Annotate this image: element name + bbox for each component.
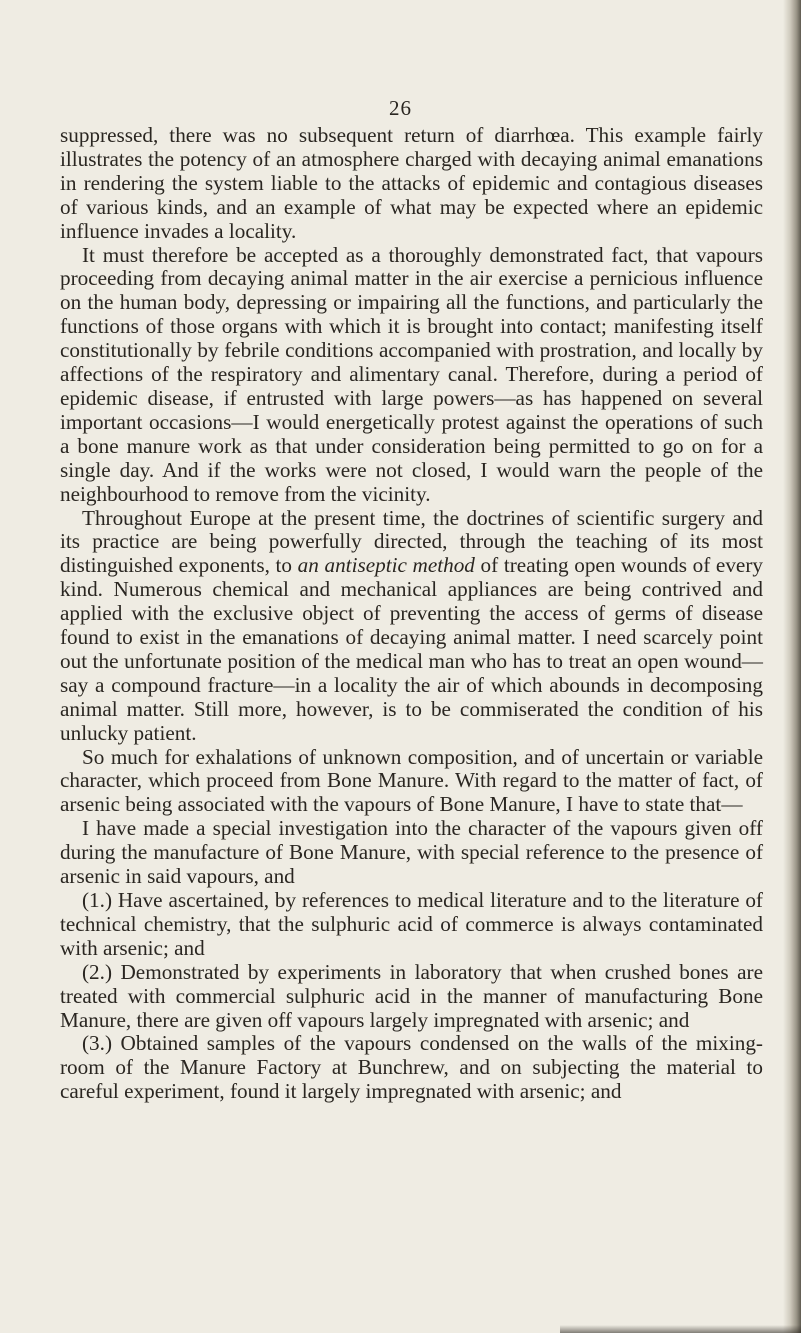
paragraph-vapours-fact: It must therefore be accepted as a thoroughly demonstrated fact, that vapours proceeding from decaying animal matter in the air exercise a pernicious influence on the human body, depressing or impairing all the functions, and particularly the functions of those organs with which it is brought into contact; manifesting itself constitutionally by febrile conditions accompanied with prostration, and locally by affections of the respiratory and alimentary canal. Therefore, during a period of epidemic disease, if entrusted with large powers—as has happened on several important occasions—I would energetically protest against the operations of such a bone manure work as that under consideration being permitted to go on for a single day. And if the works were not closed, I would warn the people of the neighbourhood to remove from the vicinity. xyxy=(60,242,763,506)
list-item-1-literature: (1.) Have ascertained, by references to medical literature and to the literature of technical chemistry, that the sulphuric acid of commerce is always contaminated with arsenic; and xyxy=(60,888,763,960)
paragraph-bone-manure-exhalations: So much for exhalations of unknown composition, and of uncertain or variable character, which proceed from Bone Manure. With regard to the matter of fact, of arsenic being associated with the vapours of Bone Manure, I have to state that— xyxy=(60,744,763,817)
list-item-3-samples: (3.) Obtained samples of the vapours condensed on the walls of the mixing-room of the Manure Factory at Bunchrew, and on subjecting the material to careful experiment, found it largely impregnated with arsenic; and xyxy=(60,1031,763,1104)
antiseptic-method-emphasis: an antiseptic method xyxy=(297,553,475,578)
page-bottom-shadow xyxy=(560,1325,801,1333)
paragraph-diarrhoea-example: suppressed, there was no subsequent return of diarrhœa. This example fairly illustrates the potency of an atmosphere charged with decaying animal emanations in rendering the system liable to the attacks of epidemic and contagious diseases of various kinds, and an example of what may be expected where an epidemic influence invades a locality. xyxy=(60,123,763,243)
paragraph-antiseptic-surgery xyxy=(60,507,763,746)
antiseptic-text-after: of treating open wounds of every kind. Numerous chemical and mechanical appliances are being contrived and applied with the exclusive object of preventing the access of germs of disease found to exist in the emanations of decaying animal matter. I need scarcely point out the unfortunate position of the medical man who has to treat an open wound—say a compound fracture—in a locality the air of which abounds in decomposing animal matter. Still more, however, is to be commiserated the condition of his unlucky patient. xyxy=(60,553,763,745)
paragraph-special-investigation: I have made a special investigation into the character of the vapours given off during the manufacture of Bone Manure, with special reference to the presence of arsenic in said vapours, and xyxy=(60,816,763,889)
antiseptic-text-before: Throughout Europe at the present time, the doctrines of scientific surgery and its practice are being powerfully directed, through the teaching of its most distinguished exponents, to xyxy=(60,505,763,578)
page-edge-shadow xyxy=(783,0,801,1333)
page-body xyxy=(60,124,763,1104)
page-number: 26 xyxy=(389,96,412,120)
list-item-2-experiments: (2.) Demonstrated by experiments in laboratory that when crushed bones are treated with commercial sulphuric acid in the manner of manufacturing Bone Manure, there are given off vapours largely impregnated with arsenic; and xyxy=(60,959,763,1032)
